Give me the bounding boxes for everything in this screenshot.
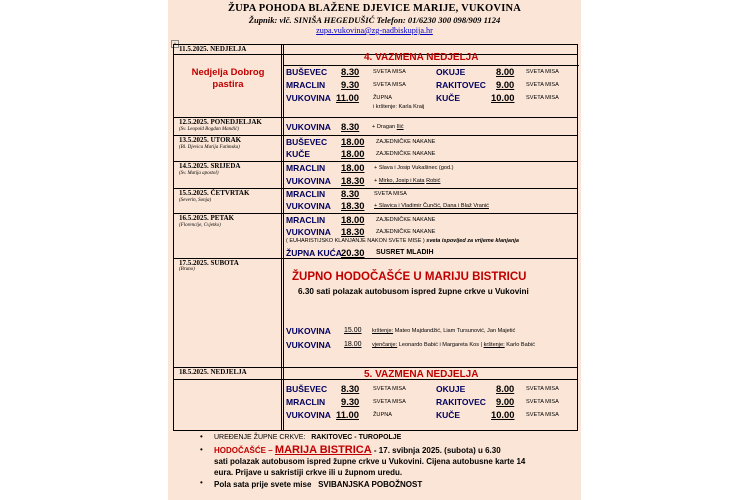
sunday-2-title: 5. VAZMENA NEDJELJA [364, 369, 479, 380]
fri-place-3: ŽUPNA KUĆA [286, 248, 342, 258]
bullet-icon: • [200, 432, 203, 441]
date-friday: 16.5.2025. PETAK [179, 214, 235, 222]
s2-place2-2: RAKITOVEC [436, 397, 486, 407]
mon-time: 8.30 [341, 121, 360, 132]
saint-tuesday: (Bl. Djevica Marija Fatimska) [179, 145, 240, 150]
s2-place2-3: KUČE [436, 410, 461, 420]
sat-place-1: VUKOVINA [286, 326, 331, 336]
s2-time-1: 8.30 [341, 383, 360, 394]
wed-time-2: 18.30 [341, 175, 365, 186]
tue-desc-2: ZAJEDNIČKE NAKANE [376, 151, 436, 157]
s2-place-3: VUKOVINA [286, 410, 331, 420]
s1-time-3: 11.00 [336, 92, 359, 103]
email-link[interactable]: zupa.vukovina@zg-nadbiskupija.hr [316, 26, 433, 35]
s1-desc2-3: SVETA MISA [526, 95, 559, 101]
fri-place-1: MRACLIN [286, 215, 326, 225]
wed-time-1: 18.00 [341, 162, 365, 173]
s1-place2-2: RAKITOVEC [436, 80, 486, 90]
thu-place-2: VUKOVINA [286, 201, 331, 211]
thu-time-1: 8.30 [341, 188, 360, 199]
row-divider [174, 213, 577, 214]
s1-place2-3: KUČE [436, 93, 461, 103]
note-may-devotion: Pola sata prije svete mise SVIBANJSKA POBOŽNOST [214, 480, 423, 489]
email-line [168, 26, 581, 35]
s1-desc-3: ŽUPNA [373, 95, 392, 101]
table-move-icon[interactable]: + [171, 40, 179, 48]
saint-monday: (Sv. Leopold Bogdan Mandić) [179, 127, 239, 132]
s1-time-2: 9.30 [341, 79, 360, 90]
s2-time2-1: 8.00 [496, 383, 515, 394]
s2-desc2-2: SVETA MISA [526, 399, 559, 405]
s1-place2-1: OKUJE [436, 67, 466, 77]
bullet-icon: • [200, 445, 203, 454]
thu-place-1: MRACLIN [286, 189, 326, 199]
s2-desc-3: ŽUPNA [373, 412, 392, 418]
note-church-cleaning: UREĐENJE ŽUPNE CRKVE: RAKITOVEC - TUROPOLJE [214, 434, 402, 441]
fri-desc-2: ZAJEDNIČKE NAKANE [376, 229, 436, 235]
wed-intention-1: + Slava i Josip Vukašinec (god.) [374, 165, 454, 171]
date-saturday: 17.5.2025. SUBOTA [179, 259, 239, 267]
s1-baptism: i krštenje: Karla Kraij [373, 104, 425, 110]
date-tuesday: 13.5.2025. UTORAK [179, 136, 242, 144]
s1-place-2: MRACLIN [286, 80, 326, 90]
contact-line: Župnik: vlč. SINIŠA HEGEDUŠIĆ Telefon: 01/6230 300 098/909 1124 [248, 15, 501, 25]
thu-time-2: 18.30 [341, 200, 365, 211]
s1-desc-2: SVETA MISA [373, 82, 406, 88]
date-monday: 12.5.2025. PONEDJELJAK [179, 118, 262, 126]
sunday-1-title: 4. VAZMENA NEDJELJA [364, 52, 479, 63]
saint-friday: (Florencije, Cvjetko) [179, 223, 221, 228]
note-pilgrimage-line2: sati polazak autobusom ispred župne crkve u Vukovini. Cijena autobusne karte 14 [214, 457, 526, 466]
sat-baptisms: krštenje: Mateo Majdandžić, Liam Tursunović, Jan Majetić [372, 328, 516, 334]
date-thursday: 15.5.2025. ČETVRTAK [179, 189, 250, 197]
s1-time2-2: 9.00 [496, 79, 515, 90]
s1-place-3: VUKOVINA [286, 93, 331, 103]
s1-desc2-1: SVETA MISA [526, 69, 559, 75]
date-sunday-1: 11.5.2025. NEDJELJA [179, 45, 247, 53]
s1-time2-1: 8.00 [496, 66, 515, 77]
pilgrimage-title: ŽUPNO HODOČAŠĆE U MARIJU BISTRICU [292, 271, 527, 283]
tue-time-2: 18.00 [341, 148, 365, 159]
note-pilgrimage: HODOČAŠĆE – MARIJA BISTRICA - 17. svibnja 2025. (subota) u 6.30 [214, 444, 501, 456]
sat-place-2: VUKOVINA [286, 340, 331, 350]
saint-wednesday: (Sv. Matija apostol) [179, 171, 219, 176]
tue-place-2: KUČE [286, 149, 311, 159]
note-pilgrimage-line3: eura. Prijave u sakristiji crkve ili u župnom uredu. [214, 468, 403, 477]
sat-time-1: 15.00 [344, 327, 362, 334]
fri-time-1: 18.00 [341, 214, 365, 225]
s2-time2-3: 10.00 [491, 409, 515, 420]
fri-place-2: VUKOVINA [286, 227, 331, 237]
good-shepherd-label: Nedjelja Dobrog pastira [191, 67, 265, 90]
mon-place: VUKOVINA [286, 122, 331, 132]
s1-desc-1: SVETA MISA [373, 69, 406, 75]
s2-place2-1: OKUJE [436, 384, 466, 394]
s2-place-2: MRACLIN [286, 397, 326, 407]
s2-time-3: 11.00 [336, 409, 359, 420]
s2-place-1: BUŠEVEC [286, 384, 328, 394]
tue-desc-1: ZAJEDNIČKE NAKANE [376, 139, 436, 145]
s2-desc-2: SVETA MISA [373, 399, 406, 405]
fri-desc-1: ZAJEDNIČKE NAKANE [376, 217, 436, 223]
fri-time-3: 20.30 [341, 247, 365, 258]
s1-place-1: BUŠEVEC [286, 67, 328, 77]
s2-time2-2: 9.00 [496, 396, 515, 407]
row-divider [284, 65, 579, 66]
sat-time-2: 18.00 [344, 341, 362, 348]
date-sunday-2: 18.5.2025. NEDJELJA [179, 368, 247, 376]
thu-desc-1: SVETA MISA [374, 191, 407, 197]
schedule-table [173, 44, 578, 431]
s2-desc2-3: SVETA MISA [526, 412, 559, 418]
bullet-icon: • [200, 478, 203, 487]
s2-desc2-1: SVETA MISA [526, 386, 559, 392]
saint-saturday: (Bruno) [179, 267, 195, 272]
s2-time-2: 9.30 [341, 396, 360, 407]
s1-desc2-2: SVETA MISA [526, 82, 559, 88]
sat-wedding: vjenčanje: Leonardo Babić i Margareta Kos | krštenje: Karlo Babić [372, 342, 535, 348]
s1-time-1: 8.30 [341, 66, 360, 77]
mon-intention: + Dragan Ilić [372, 124, 404, 130]
s2-desc-1: SVETA MISA [373, 386, 406, 392]
wed-place-2: VUKOVINA [286, 176, 331, 186]
parish-title: ŽUPA POHODA BLAŽENE DJEVICE MARIJE, VUKOVINA [227, 3, 522, 14]
thu-intention-2: + Slavica i Vladimir Čunčić, Dana i Blaž Vranić [374, 203, 489, 209]
wed-intention-2: + Mirko, Josip i Kata Robić [374, 178, 441, 184]
column-divider [281, 45, 284, 430]
tue-place-1: BUŠEVEC [286, 137, 328, 147]
fri-desc-3: SUSRET MLADIH [376, 249, 434, 256]
s1-time2-3: 10.00 [491, 92, 515, 103]
pilgrimage-bus: 6.30 sati polazak autobusom ispred župne crkve u Vukovini [298, 287, 529, 296]
wed-place-1: MRACLIN [286, 163, 326, 173]
bulletin-page [168, 0, 581, 500]
fri-time-2: 18.30 [341, 226, 365, 237]
saint-thursday: (Severin, Sonja) [179, 198, 212, 203]
date-wednesday: 14.5.2025. SRIJEDA [179, 162, 241, 170]
fri-adoration-note: ( EUHARISTIJSKO KLANJANJE NAKON SVETE MISE ) sveta ispovijed za vrijeme klanjanja [286, 238, 519, 244]
tue-time-1: 18.00 [341, 136, 365, 147]
